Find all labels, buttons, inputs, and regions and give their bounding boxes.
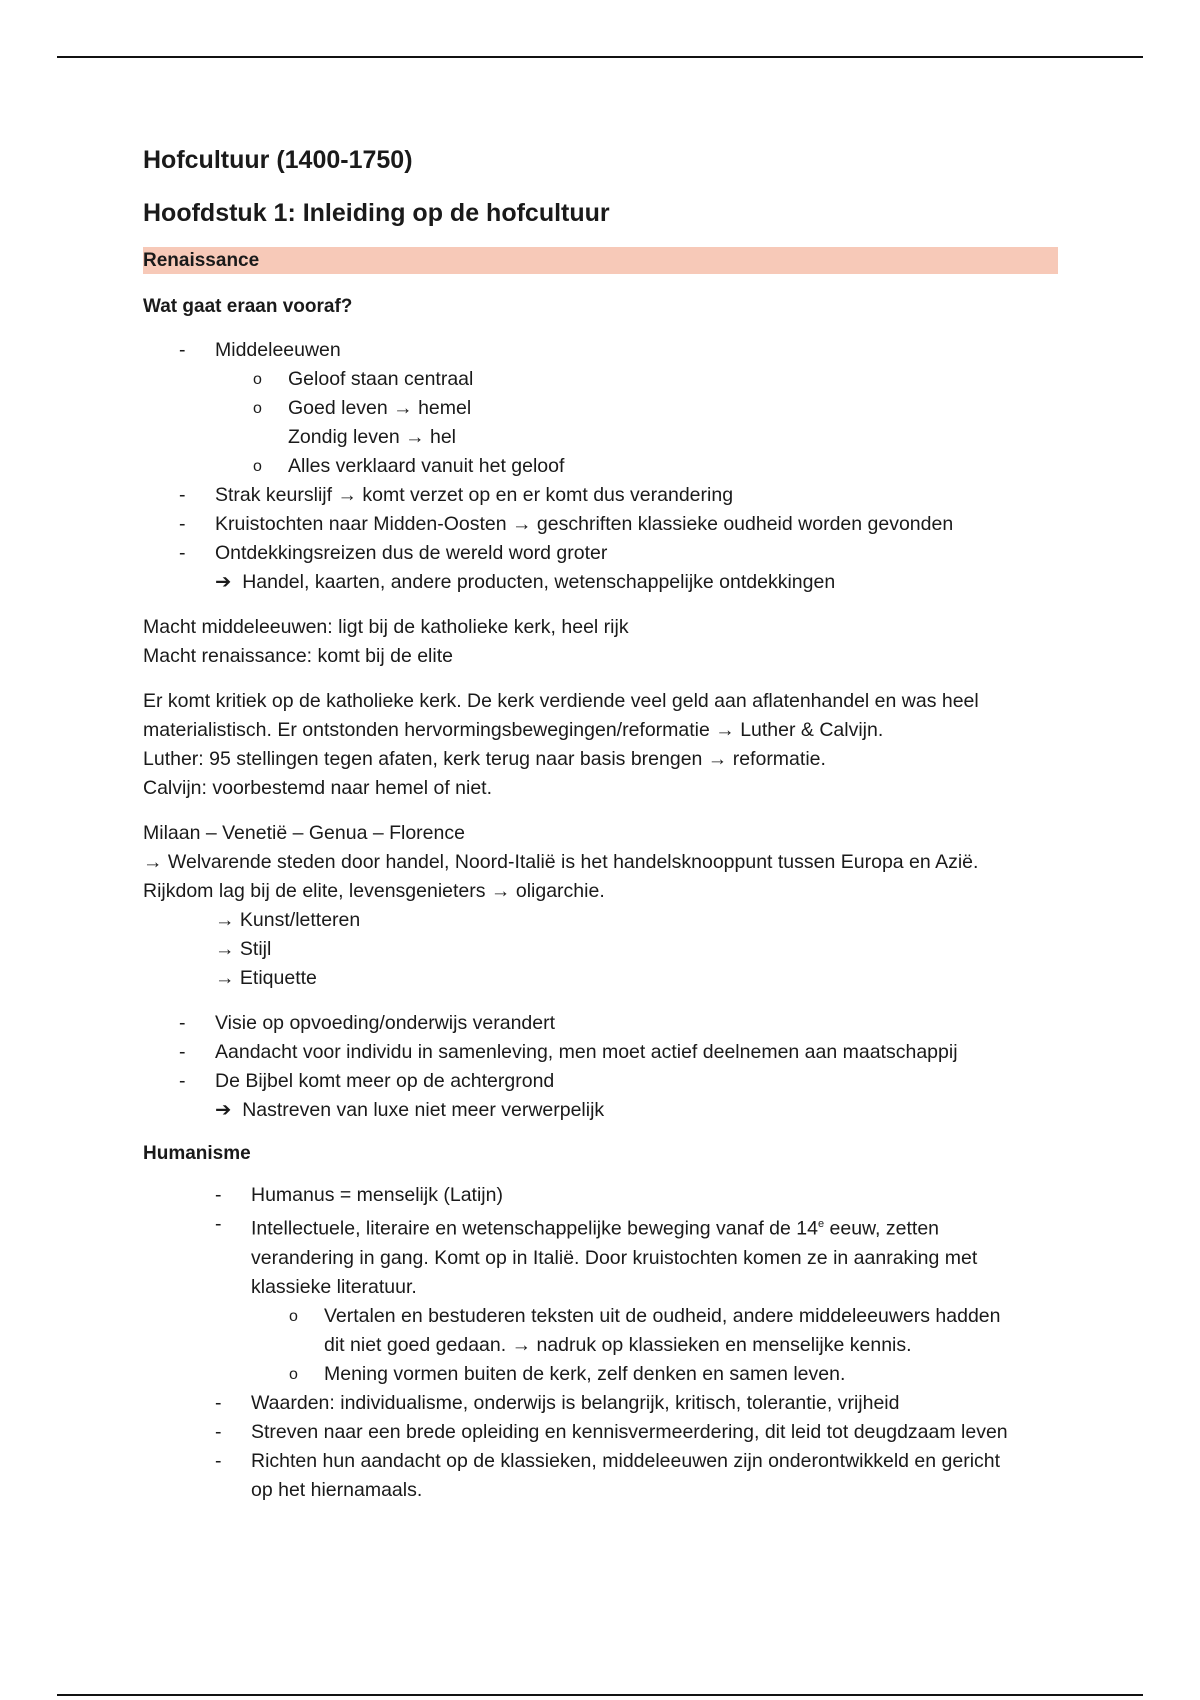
list-item: - Aandacht voor individu in samenleving, men moet actief deelnemen aan maatschappij: [143, 1038, 1058, 1067]
arrow-icon: ➔: [215, 1099, 232, 1121]
list-item: - Waarden: individualisme, onderwijs is belangrijk, kritisch, tolerantie, vrijheid: [143, 1389, 1058, 1418]
list-item: - Ontdekkingsreizen dus de wereld word groter: [143, 539, 1058, 568]
arrow-item: → Etiquette: [215, 967, 317, 989]
list-item-continuation: klassieke literatuur.: [251, 1275, 417, 1298]
subheading-humanisme: Humanisme: [143, 1143, 251, 1164]
list-item: - Middeleeuwen: [143, 336, 1058, 365]
list-item: - Kruistochten naar Midden-Oosten → geschriften klassieke oudheid worden gevonden: [143, 510, 1058, 539]
list-item: - Humanus = menselijk (Latijn): [143, 1181, 1058, 1210]
list-item-continuation: verandering in gang. Komt op in Italië. Door kruistochten komen ze in aanraking met: [251, 1246, 978, 1269]
list-item: - Visie op opvoeding/onderwijs verandert: [143, 1009, 1058, 1038]
list-item: - Richten hun aandacht op de klassieken, middeleeuwen zijn onderontwikkeld en gericht: [143, 1447, 1058, 1476]
dash-bullet: -: [179, 1041, 186, 1063]
dash-bullet: -: [215, 1213, 222, 1235]
circle-bullet: o: [253, 458, 262, 475]
list-humanisme: [143, 1181, 1058, 1505]
list-item: o Mening vormen buiten de kerk, zelf denken en samen leven.: [143, 1360, 1058, 1389]
circle-bullet: o: [253, 400, 262, 417]
arrow-icon: ➔: [215, 571, 232, 593]
dash-bullet: -: [179, 513, 186, 535]
list-item: o Alles verklaard vanuit het geloof: [143, 452, 1058, 481]
list-item: - De Bijbel komt meer op de achtergrond: [143, 1067, 1058, 1096]
circle-bullet: o: [253, 371, 262, 388]
list-item: ➔ Handel, kaarten, andere producten, wetenschappelijke ontdekkingen: [215, 571, 836, 593]
dash-bullet: -: [179, 339, 186, 361]
arrow-item: → Kunst/letteren: [215, 909, 361, 931]
document-body: [143, 140, 1058, 1505]
dash-bullet: -: [215, 1184, 222, 1206]
dash-bullet: -: [179, 484, 186, 506]
list-item-continuation: dit niet goed gedaan. → nadruk op klassieken en menselijke kennis.: [324, 1333, 912, 1356]
list-item-continuation: op het hiernamaals.: [251, 1478, 423, 1501]
dash-bullet: -: [179, 1070, 186, 1092]
dash-bullet: -: [179, 542, 186, 564]
section-band-renaissance: Renaissance: [143, 247, 1058, 274]
arrow-item: → Stijl: [215, 938, 272, 960]
list-item: - Streven naar een brede opleiding en kennisvermeerdering, dit leid tot deugdzaam leven: [143, 1418, 1058, 1447]
document-title: Hofcultuur (1400-1750): [143, 146, 413, 174]
dash-bullet: -: [215, 1449, 222, 1472]
bottom-rule: [57, 1694, 1143, 1696]
list-item: - Intellectuele, literaire en wetenschappelijke beweging vanaf de 14e eeuw, zetten: [143, 1210, 1058, 1244]
list-vooraf: [143, 336, 1058, 597]
critique-paragraph: Er komt kritiek op de katholieke kerk. De kerk verdiende veel geld aan aflatenhandel en was heel materialistisch. Er ontstonden hervormingsbewegingen/reformatie → Luther & Calvijn. Luther: 95 stellingen tegen afaten, kerk terug naar basis brengen → reformatie. Calvijn: voorbestemd naar hemel of niet.: [143, 690, 979, 799]
list-item: o Geloof staan centraal: [143, 365, 1058, 394]
dash-bullet: -: [215, 1391, 222, 1414]
dash-bullet: -: [215, 1420, 222, 1443]
circle-bullet: o: [289, 1365, 298, 1383]
circle-bullet: o: [289, 1307, 298, 1325]
chapter-heading: Hoofdstuk 1: Inleiding op de hofcultuur: [143, 199, 610, 227]
list-item: o Vertalen en bestuderen teksten uit de oudheid, andere middeleeuwers hadden: [143, 1302, 1058, 1331]
power-paragraph: Macht middeleeuwen: ligt bij de katholieke kerk, heel rijk Macht renaissance: komt bij de elite: [143, 616, 629, 667]
list-item: o Goed leven → hemel: [143, 394, 1058, 423]
list-item: ➔ Nastreven van luxe niet meer verwerpelijk: [215, 1099, 605, 1121]
subheading-vooraf: Wat gaat eraan vooraf?: [143, 296, 353, 317]
top-rule: [57, 56, 1143, 58]
list-renaissance: [143, 1009, 1058, 1125]
list-item: - Strak keurslijf → komt verzet op en er komt dus verandering: [143, 481, 1058, 510]
cities-paragraph: Milaan – Venetië – Genua – Florence → Welvarende steden door handel, Noord-Italië is het handelsknooppunt tussen Europa en Azië. Rijkdom lag bij de elite, levensgenieters → oligarchie. → Kunst/letteren → Stijl → Etiquette: [143, 819, 1058, 993]
dash-bullet: -: [179, 1012, 186, 1034]
list-item: Zondig leven → hel: [288, 426, 457, 448]
